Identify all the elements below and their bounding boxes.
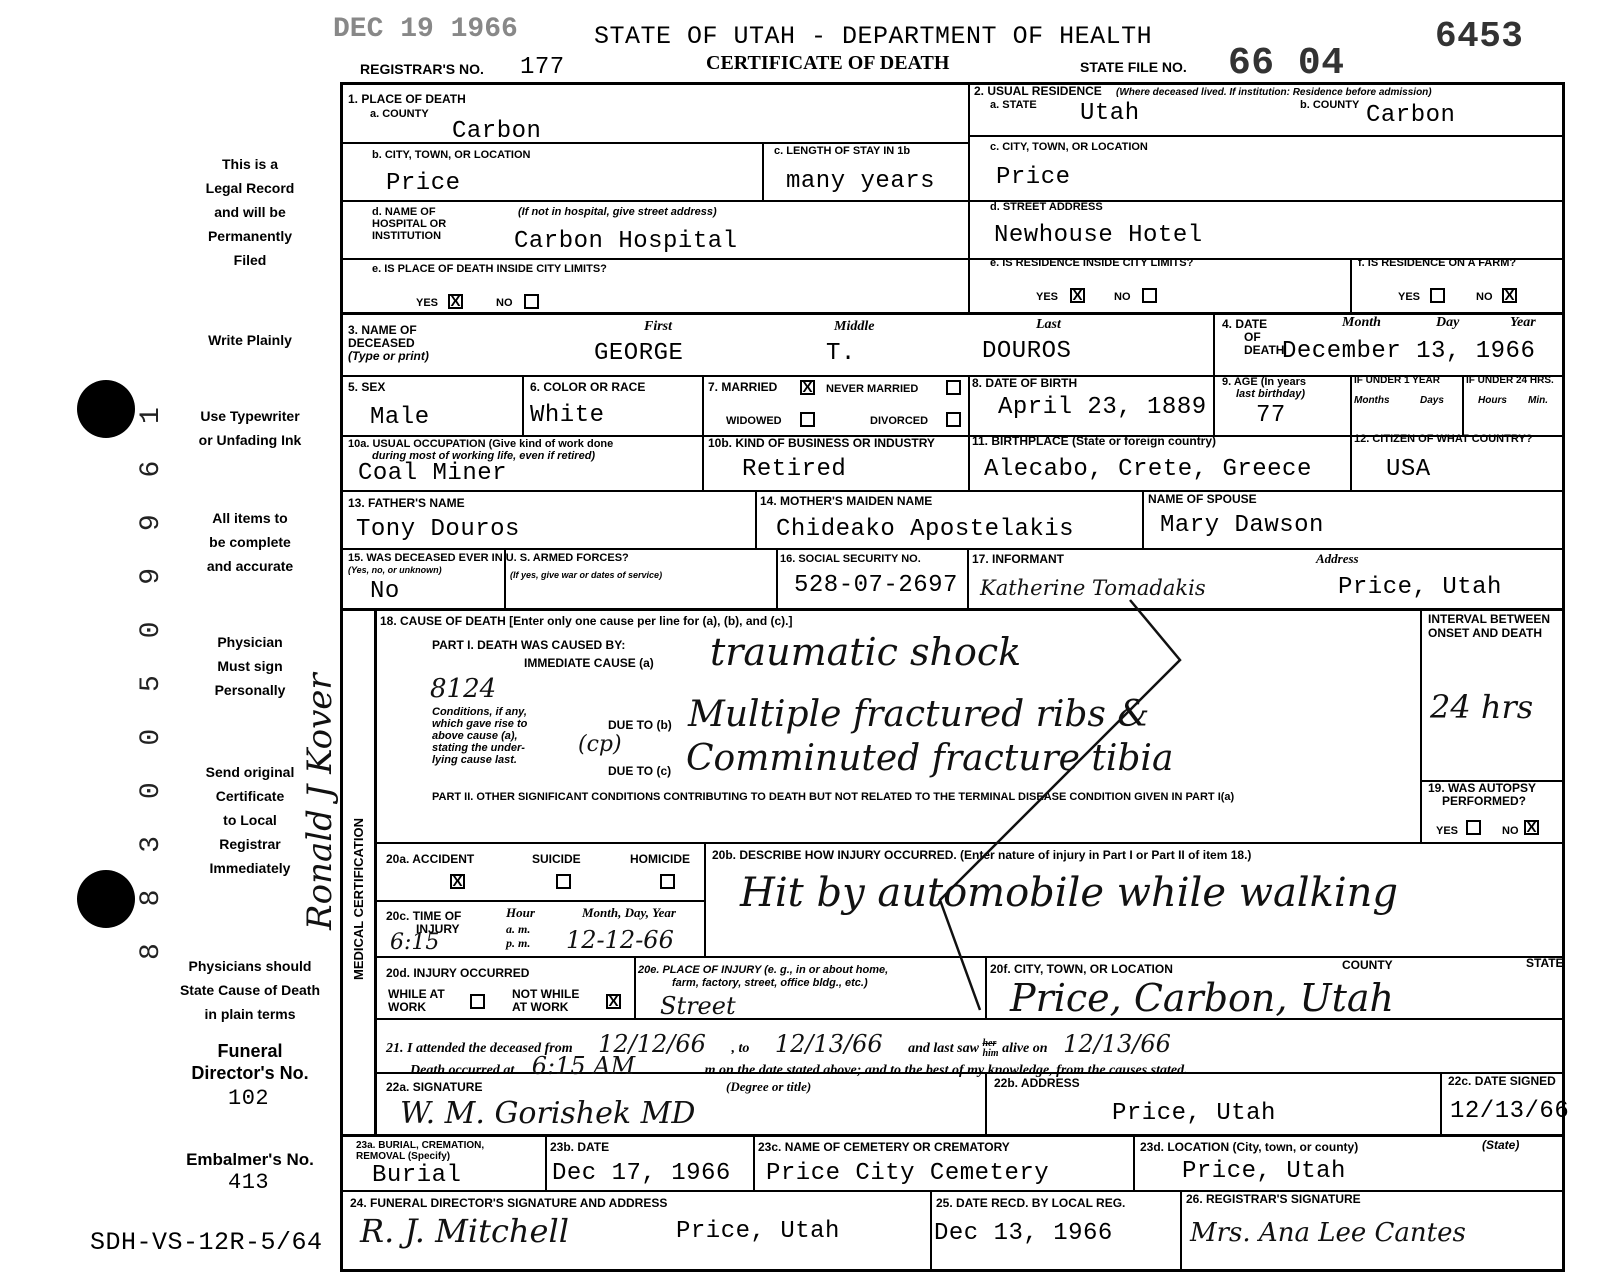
date-signed: 12/13/66 [1450, 1098, 1570, 1125]
injury-time: 6:15 [390, 930, 440, 955]
received-date-label: 25. DATE RECD. BY LOCAL REG. [936, 1196, 1126, 1210]
informant-label: 17. INFORMANT [972, 552, 1065, 566]
citizen-label: 12. CITIZEN OF WHAT COUNTRY? [1354, 433, 1533, 445]
part2-label: PART II. OTHER SIGNIFICANT CONDITIONS CONTRIBUTING TO DEATH BUT NOT RELATED TO THE TERMINAL DISEASE CONDITION GIVEN IN PART I(a) [432, 791, 1235, 803]
due-to-c: Comminuted fracture tibia [686, 738, 1174, 779]
due-to-c-label: DUE TO (c) [608, 764, 672, 778]
residence-inside-yes-box[interactable]: X [1070, 288, 1085, 303]
autopsy-label: 19. WAS AUTOPSY PERFORMED? [1428, 781, 1537, 808]
agency-heading: STATE OF UTAH - DEPARTMENT OF HEALTH [594, 22, 1153, 51]
him-label: him [982, 1047, 999, 1059]
certifier-address: Price, Utah [1112, 1100, 1276, 1127]
registrar-no: 177 [520, 54, 565, 81]
residence-no-label: NO [1114, 291, 1131, 303]
under-year-label: IF UNDER 1 YEAR [1354, 375, 1440, 386]
alive-date: 12/13/66 [1063, 1030, 1171, 1058]
typewriter-note: Use Typewriter or Unfading Ink [198, 408, 302, 448]
injury-place: Street [660, 992, 736, 1020]
business: Retired [742, 456, 847, 483]
immediate-cause-label: IMMEDIATE CAUSE (a) [524, 656, 654, 670]
registrar-signature: Mrs. Ana Lee Cantes [1190, 1218, 1466, 1248]
attended-to: 12/13/66 [774, 1030, 883, 1058]
received-date: Dec 13, 1966 [934, 1220, 1113, 1247]
interval-label: INTERVAL BETWEEN ONSET AND DEATH [1428, 612, 1551, 640]
occupation-label: 10a. USUAL OCCUPATION (Give kind of work done during most of working life, even if retired) [348, 438, 614, 462]
birth-date-label: 8. DATE OF BIRTH [972, 376, 1078, 390]
medical-certification-label: MEDICAL CERTIFICATION [351, 817, 366, 980]
corner-file-no: 6453 [1435, 16, 1524, 57]
funeral-director-no: 102 [228, 1086, 270, 1111]
under-day-label: IF UNDER 24 HRS. [1466, 375, 1554, 386]
complete-note: All items to be complete and accurate [206, 510, 294, 574]
middle-name-label: Middle [834, 319, 875, 334]
immediate-cause: traumatic shock [710, 630, 1022, 674]
residence-state: Utah [1080, 100, 1140, 127]
part1-label: PART I. DEATH WAS CAUSED BY: [432, 638, 626, 652]
injury-description: Hit by automobile while walking [740, 870, 1398, 916]
death-city: Price [386, 170, 461, 197]
death-no-label: NO [496, 297, 513, 309]
length-of-stay: many years [786, 168, 936, 195]
cause-code: 8124 [430, 674, 497, 704]
autopsy-no-box[interactable]: X [1524, 820, 1539, 835]
disposition-label: 23a. BURIAL, CREMATION, REMOVAL (Specify) [356, 1140, 485, 1162]
married-box[interactable]: X [800, 380, 815, 395]
day-label: Day [1436, 315, 1460, 330]
state-file-label: STATE FILE NO. [1080, 59, 1187, 75]
residence-label: 2. USUAL RESIDENCE [974, 84, 1102, 98]
not-at-work-label: NOT WHILE AT WORK [512, 987, 580, 1014]
death-city-label: b. CITY, TOWN, OR LOCATION [372, 149, 531, 161]
homicide-label: HOMICIDE [630, 852, 690, 866]
hospital-label: d. NAME OF HOSPITAL OR INSTITUTION [372, 206, 447, 242]
vertical-signature: Ronald J Kover [300, 673, 340, 930]
citizen: USA [1386, 456, 1431, 483]
cause-label: 18. CAUSE OF DEATH [Enter only one cause per line for (a), (b), and (c).] [380, 614, 793, 628]
microfilm-number: 8 8 3 0 0 5 0 9 9 6 1 [136, 397, 167, 960]
attendance-line-2: Death occurred at 6:15 AM m on the date stated above; and to the best of my knowledge, from the causes stated. [410, 1052, 1188, 1080]
first-name-label: First [644, 319, 673, 334]
certificate-title: CERTIFICATE OF DEATH [706, 52, 950, 74]
legal-record-note: This is a Legal Record and will be Permanently Filed [205, 156, 295, 268]
interval: 24 hrs [1430, 688, 1534, 726]
occupation: Coal Miner [358, 460, 508, 487]
accident-box[interactable]: X [450, 874, 465, 889]
certifier-address-label: 22b. ADDRESS [994, 1076, 1080, 1090]
month-label: Month [1342, 315, 1381, 330]
death-inside-yes-box[interactable]: X [448, 294, 463, 309]
days-label: Days [1420, 395, 1444, 406]
cemetery-label: 23c. NAME OF CEMETERY OR CREMATORY [758, 1140, 1010, 1154]
residence-limits-label: e. IS RESIDENCE INSIDE CITY LIMITS? [990, 257, 1194, 269]
death-yes-label: YES [416, 297, 439, 309]
armed-forces: No [370, 578, 400, 605]
mother-name: Chideako Apostelakis [776, 516, 1075, 543]
cause-code-2: (cp) [578, 732, 622, 757]
street-label: d. STREET ADDRESS [990, 201, 1103, 213]
length-of-stay-label: c. LENGTH OF STAY IN 1b [774, 145, 911, 157]
injury-describe-label: 20b. DESCRIBE HOW INJURY OCCURRED. (Enter nature of injury in Part I or Part II of item 18.) [712, 848, 1252, 862]
birthplace-label: 11. BIRTHPLACE (State or foreign country) [972, 434, 1217, 448]
suicide-label: SUICIDE [532, 852, 581, 866]
street-address: Newhouse Hotel [994, 222, 1203, 249]
injury-occurred-label: 20d. INJURY OCCURRED [386, 966, 530, 980]
residence-county: Carbon [1366, 102, 1456, 129]
farm-yes-label: YES [1398, 291, 1421, 303]
business-label: 10b. KIND OF BUSINESS OR INDUSTRY [708, 436, 935, 450]
death-date: December 13, 1966 [1282, 338, 1536, 365]
age: 77 [1256, 402, 1286, 429]
mother-label: 14. MOTHER'S MAIDEN NAME [760, 494, 933, 508]
months-label: Months [1354, 395, 1390, 406]
farm-label: f. IS RESIDENCE ON A FARM? [1358, 257, 1517, 269]
autopsy-no-label: NO [1502, 825, 1519, 837]
degree-label: (Degree or title) [726, 1079, 812, 1094]
certifier-signature-label: 22a. SIGNATURE [386, 1080, 483, 1094]
physician-sign-note: Physician Must sign Personally [214, 634, 286, 698]
attendance-line-1: 21. I attended the deceased from 12/12/66 , to 12/13/66 and last saw her him alive on 12/13/66 [386, 1030, 1561, 1059]
state-file-no: 66 04 [1228, 42, 1345, 85]
first-name: GEORGE [594, 340, 684, 367]
cemetery: Price City Cemetery [766, 1160, 1050, 1187]
middle-name: T. [826, 340, 856, 367]
conditions-label: Conditions, if any, which gave rise to above cause (a), stating the under- lying cause last. [432, 706, 528, 766]
spouse-name: Mary Dawson [1160, 512, 1324, 539]
burial-location-label: 23d. LOCATION (City, town, or county) [1140, 1140, 1359, 1154]
embalmer-label: Embalmer's No. [186, 1150, 314, 1169]
place-of-death-label: 1. PLACE OF DEATH [348, 92, 466, 106]
year-label: Year [1510, 315, 1536, 330]
death-city-limits-label: e. IS PLACE OF DEATH INSIDE CITY LIMITS? [372, 263, 607, 275]
residence-yes-label: YES [1036, 291, 1059, 303]
sex-label: 5. SEX [348, 380, 386, 394]
burial-state-label: (State) [1482, 1138, 1520, 1152]
death-county: Carbon [452, 118, 542, 145]
farm-no-box[interactable]: X [1502, 288, 1517, 303]
armed-forces-label: 15. WAS DECEASED EVER IN U. S. ARMED FORCES? (Yes, no, or unknown) [348, 552, 629, 575]
funeral-director-address: Price, Utah [676, 1218, 840, 1245]
date-signed-label: 22c. DATE SIGNED [1448, 1074, 1556, 1088]
injury-date-label: Month, Day, Year [582, 905, 676, 920]
informant-signature: Katherine Tomadakis [980, 576, 1206, 600]
father-label: 13. FATHER'S NAME [348, 496, 465, 510]
birth-date: April 23, 1889 [998, 394, 1207, 421]
hours-label: Hours [1478, 395, 1507, 406]
write-plainly-note: Write Plainly [208, 332, 292, 348]
race-label: 6. COLOR OR RACE [530, 380, 646, 394]
sex: Male [370, 404, 430, 431]
residence-state-label: a. STATE [990, 99, 1037, 111]
disposition: Burial [372, 1162, 462, 1189]
am-label: a. m. [506, 922, 531, 936]
injury-place-label: 20e. PLACE OF INJURY (e. g., in or about home, farm, factory, street, office bldg., etc.) [638, 964, 889, 989]
divorced-label: DIVORCED [870, 415, 929, 427]
received-date-stamp: DEC 19 1966 [333, 14, 518, 45]
while-at-work-label: WHILE AT WORK [388, 987, 445, 1014]
funeral-director-signature: R. J. Mitchell [360, 1212, 569, 1250]
embalmer-no: 413 [228, 1170, 270, 1195]
injury-date: 12-12-66 [566, 926, 674, 954]
her-label: her [982, 1037, 997, 1049]
injury-location: Price, Carbon, Utah [1010, 976, 1394, 1020]
death-date-label: 4. DATE OF DEATH [1222, 317, 1285, 357]
accident-label: 20a. ACCIDENT [386, 852, 475, 866]
widowed-label: WIDOWED [726, 415, 782, 427]
pm-label: p. m. [506, 936, 531, 950]
funeral-director-signature-label: 24. FUNERAL DIRECTOR'S SIGNATURE AND ADDRESS [350, 1196, 668, 1210]
death-time: 6:15 AM [531, 1052, 636, 1080]
never-married-label: NEVER MARRIED [826, 383, 919, 395]
race: White [530, 402, 605, 429]
burial-location: Price, Utah [1182, 1158, 1346, 1185]
farm-no-label: NO [1476, 291, 1493, 303]
deceased-name-label: 3. NAME OF DECEASED (Type or print) [348, 323, 429, 363]
burial-date-label: 23b. DATE [550, 1140, 610, 1154]
injury-time-label: 20c. TIME OF INJURY [386, 909, 462, 936]
last-name-label: Last [1036, 317, 1061, 332]
min-label: Min. [1528, 395, 1548, 406]
autopsy-yes-label: YES [1436, 825, 1459, 837]
residence-county-label: b. COUNTY [1300, 99, 1360, 111]
last-name: DOUROS [982, 338, 1072, 365]
hour-label: Hour [506, 905, 535, 920]
registrar-signature-label: 26. REGISTRAR'S SIGNATURE [1186, 1192, 1361, 1206]
married-label: 7. MARRIED [708, 380, 778, 394]
birthplace: Alecabo, Crete, Greece [984, 456, 1312, 483]
informant-address-label: Address [1316, 551, 1359, 566]
funeral-director-label: Funeral Director's No. [191, 1041, 309, 1083]
spouse-label: NAME OF SPOUSE [1148, 492, 1257, 506]
not-at-work-box[interactable]: X [606, 994, 621, 1009]
hospital-note: (If not in hospital, give street address) [518, 206, 717, 218]
residence-note: (Where deceased lived. If institution: Residence before admission) [1116, 87, 1432, 98]
age-label: 9. AGE (In years last birthday) [1222, 376, 1306, 400]
burial-date: Dec 17, 1966 [552, 1160, 731, 1187]
armed-forces-note: (If yes, give war or dates of service) [510, 570, 663, 580]
informant-address: Price, Utah [1338, 574, 1502, 601]
registrar-no-label: REGISTRAR'S NO. [360, 61, 484, 77]
ssn-label: 16. SOCIAL SECURITY NO. [780, 553, 921, 565]
due-to-b: Multiple fractured ribs & [688, 694, 1150, 735]
form-code: SDH-VS-12R-5/64 [90, 1228, 323, 1257]
injury-state-label: STATE [1526, 956, 1564, 970]
injury-city-label: 20f. CITY, TOWN, OR LOCATION [990, 962, 1173, 976]
ssn: 528-07-2697 [794, 572, 958, 599]
hospital-name: Carbon Hospital [514, 228, 738, 255]
injury-county-label: COUNTY [1342, 958, 1393, 972]
certifier-signature: W. M. Gorishek MD [400, 1096, 696, 1131]
residence-city: Price [996, 164, 1071, 191]
send-original-note: Send original Certificate to Local Registrar Immediately [205, 764, 295, 876]
father-name: Tony Douros [356, 516, 520, 543]
residence-city-label: c. CITY, TOWN, OR LOCATION [990, 141, 1148, 153]
due-to-b-label: DUE TO (b) [608, 718, 672, 732]
state-cause-note: Physicians should State Cause of Death in plain terms [179, 958, 321, 1022]
attended-from: 12/12/66 [598, 1030, 706, 1058]
death-county-label: a. COUNTY [370, 108, 429, 120]
